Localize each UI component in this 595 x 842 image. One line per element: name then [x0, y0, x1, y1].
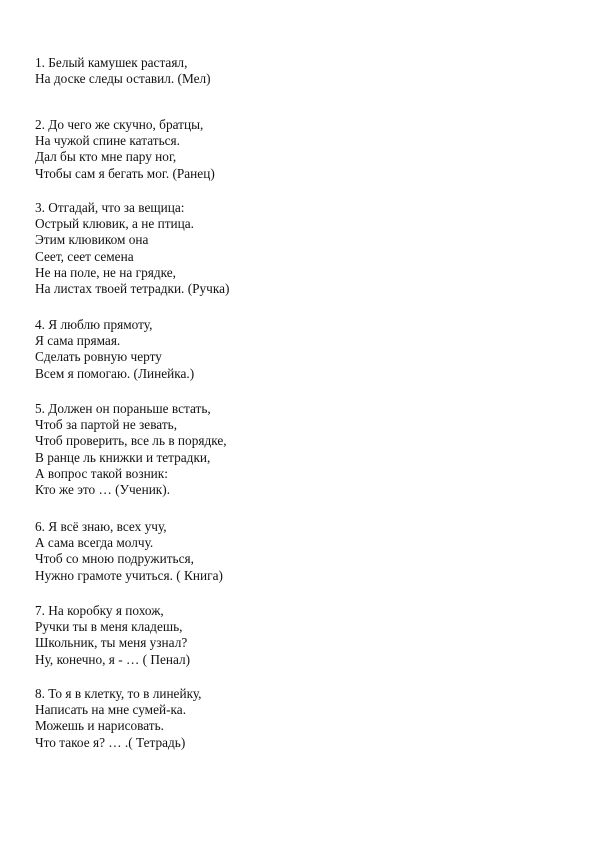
riddle-line: 6. Я всё знаю, всех учу,	[35, 519, 167, 534]
riddle-4	[35, 317, 194, 382]
riddle-line: Написать на мне сумей-ка.	[35, 702, 187, 718]
riddle-line: Нужно грамоте учиться. ( Книга)	[35, 567, 223, 583]
riddle-5	[35, 401, 227, 498]
riddle-line: В ранце ль книжки и тетрадки,	[35, 449, 211, 465]
riddle-line: Ручки ты в меня кладешь,	[35, 619, 183, 635]
riddle-line: 8. То я в клетку, то в линейку,	[35, 686, 202, 701]
riddle-line: Сеет, сеет семена	[35, 248, 134, 264]
riddle-line: Острый клювик, а не птица.	[35, 216, 194, 232]
riddle-2	[35, 117, 215, 182]
riddle-line: 4. Я люблю прямоту,	[35, 317, 153, 332]
riddle-line: Чтобы сам я бегать мог. (Ранец)	[35, 165, 215, 181]
riddle-line: Сделать ровную черту	[35, 349, 162, 365]
riddle-7	[35, 603, 190, 668]
riddle-line: Чтоб проверить, все ль в порядке,	[35, 433, 227, 449]
riddle-line: На доске следы оставил. (Мел)	[35, 71, 211, 87]
riddle-8	[35, 686, 202, 751]
riddle-3	[35, 200, 229, 297]
riddle-6	[35, 519, 223, 584]
riddle-line: 1. Белый камушек растаял,	[35, 55, 188, 70]
riddle-line: Всем я помогаю. (Линейка.)	[35, 365, 195, 381]
riddle-line: Что такое я? … .( Тетрадь)	[35, 734, 186, 750]
riddle-line: 2. До чего же скучно, братцы,	[35, 117, 204, 132]
riddle-line: Я сама прямая.	[35, 333, 121, 349]
riddle-line: Ну, конечно, я - … ( Пенал)	[35, 651, 191, 667]
riddle-line: 3. Отгадай, что за вещица:	[35, 200, 185, 215]
riddle-line: На чужой спине кататься.	[35, 133, 180, 149]
riddle-line: 7. На коробку я похож,	[35, 603, 164, 618]
riddle-line: 5. Должен он пораньше встать,	[35, 401, 211, 416]
riddle-line: А сама всегда молчу.	[35, 535, 154, 551]
riddle-1	[35, 55, 211, 87]
riddle-line: Можешь и нарисовать.	[35, 718, 164, 734]
riddle-line: Школьник, ты меня узнал?	[35, 635, 188, 651]
riddle-line: Чтоб со мною подружиться,	[35, 551, 194, 567]
riddle-line: Чтоб за партой не зевать,	[35, 417, 178, 433]
riddle-line: Кто же это … (Ученик).	[35, 482, 171, 498]
riddle-line: Дал бы кто мне пару ног,	[35, 149, 177, 165]
riddle-line: А вопрос такой возник:	[35, 465, 168, 481]
riddle-line: Не на поле, не на грядке,	[35, 264, 176, 280]
riddle-line: Этим клювиком она	[35, 232, 149, 248]
riddle-line: На листах твоей тетрадки. (Ручка)	[35, 281, 230, 297]
